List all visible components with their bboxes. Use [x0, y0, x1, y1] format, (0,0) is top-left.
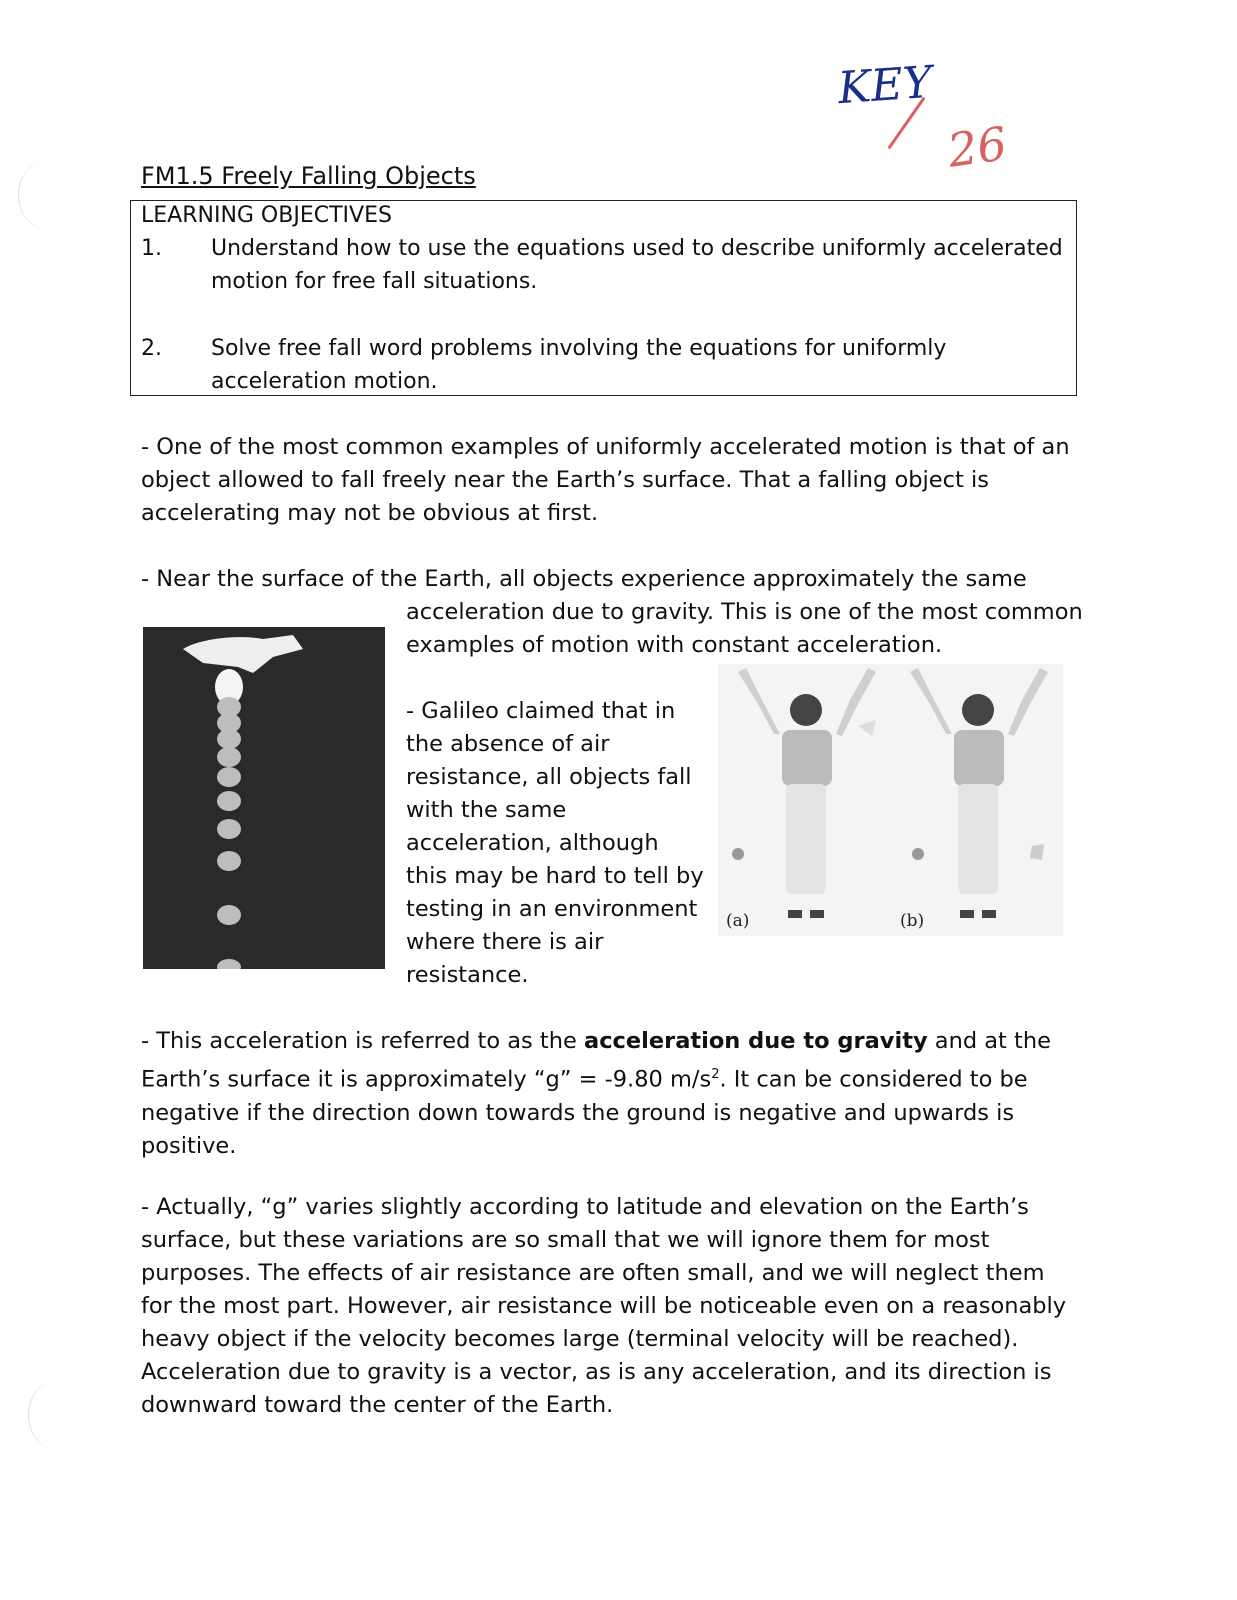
scan-artifact-arc — [28, 1380, 89, 1450]
scan-artifact-arc — [18, 160, 79, 230]
p4-text-after: . It can be considered to be negative if the direction down towards the ground is negative and upwards is positive. — [141, 1066, 1028, 1159]
objectives-heading: LEARNING OBJECTIVES — [141, 203, 392, 228]
p4-text-mid: and at the Earth’s surface it is approximately “g” = -9.80 m/s — [141, 1028, 1051, 1093]
objective-text: Solve free fall word problems involving the equations for uniformly acceleration motion. — [211, 336, 947, 394]
page-title: FM1.5 Freely Falling Objects — [141, 162, 476, 190]
paragraph-g-variation: - Actually, “g” varies slightly according to latitude and elevation on the Earth’s surface, but these variations are so small that we will ignore them for most purposes. The effects of air resistance are often small, and we will neglect them for the most part. However, air resistance will be noticeable even on a reasonably heavy object if the velocity becomes large (terminal velocity will be reached). Acceleration due to gravity is a vector, as is any acceleration, and its direction is downward toward the center of the Earth. — [141, 1194, 1067, 1418]
objective-number: 1. — [141, 236, 162, 261]
figure-label-b: (b) — [900, 911, 925, 931]
paragraph-galileo: - Galileo claimed that in the absence of air resistance, all objects fall with the same acceleration, although this may be hard to tell by testing in an environment where there is air resistance. — [406, 698, 704, 988]
paragraph-gravity-line1: - Near the surface of the Earth, all objects experience approximately the same — [141, 566, 1027, 592]
objective-text: Understand how to use the equations used to describe uniformly accelerated motion for free fall situations. — [211, 236, 1063, 294]
p4-text-before: - This acceleration is referred to as the — [141, 1028, 585, 1054]
objective-number: 2. — [141, 336, 162, 361]
falling-apple-photo — [143, 627, 385, 969]
handwritten-key-annotation: KEY — [836, 56, 934, 115]
paragraph-intro: - One of the most common examples of uniformly accelerated motion is that of an object allowed to fall freely near the Earth’s surface. That a falling object is accelerating may not be obvious at first. — [141, 434, 1070, 526]
learning-objectives-box — [130, 200, 1077, 396]
free-fall-figure — [718, 664, 1063, 936]
handwritten-score-annotation: 26 — [944, 116, 1011, 178]
paragraph-gravity-rest: acceleration due to gravity. This is one of the most common examples of motion with constant acceleration. — [406, 599, 1083, 658]
p4-superscript: 2 — [711, 1067, 720, 1082]
paragraph-acceleration-due-to-gravity — [141, 1025, 1081, 1163]
figure-label-a: (a) — [726, 911, 750, 931]
p4-bold-term: acceleration due to gravity — [584, 1028, 928, 1054]
